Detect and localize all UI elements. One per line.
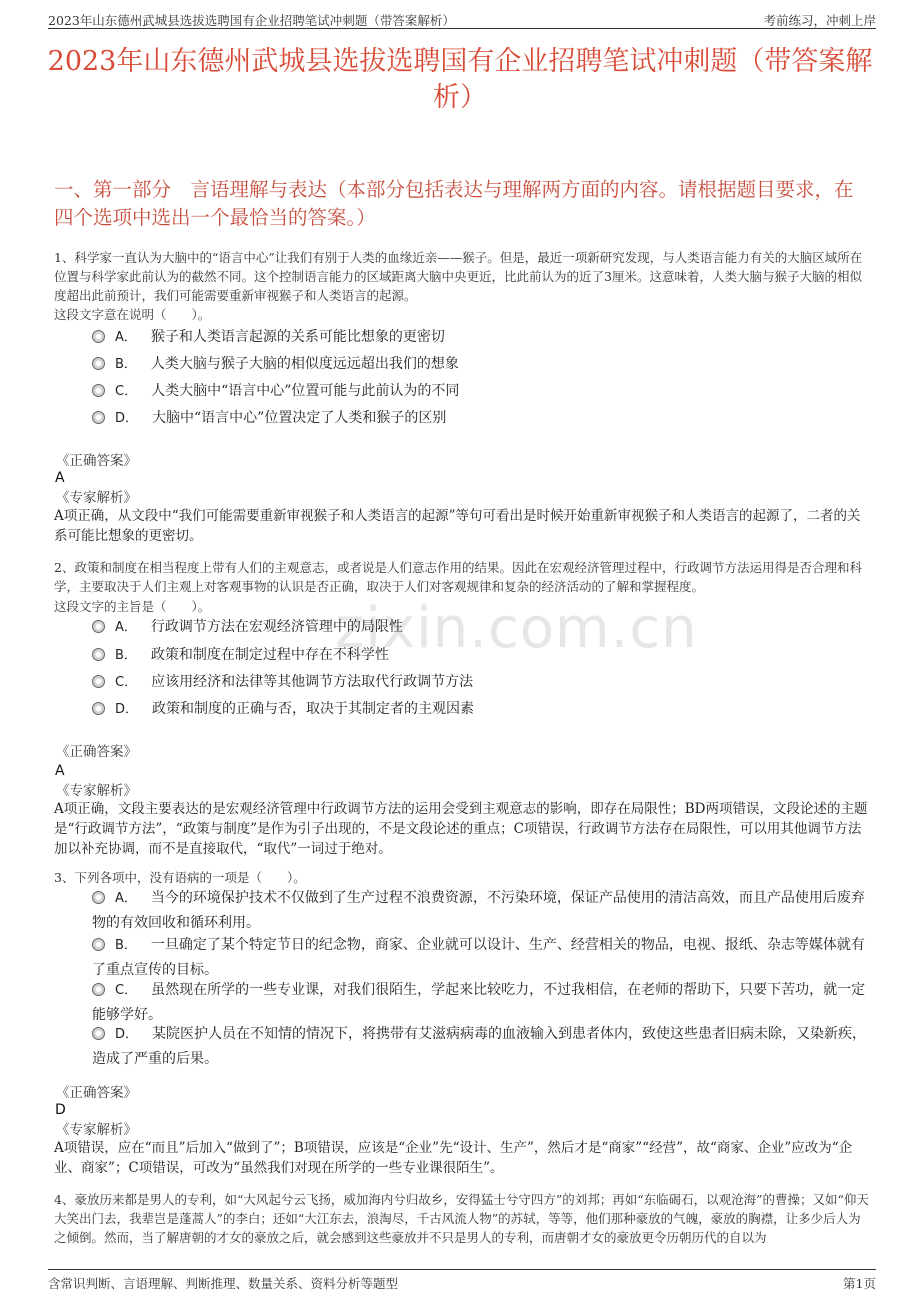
question-1-stem: 1、科学家一直认为大脑中的“语言中心”让我们有别于人类的血缘近亲——猴子。但是，最近一项新研究发现，与人类语言能力有关的大脑区域所在位置与科学家此前认为的截然不同。这个控制语言能力的区域距离大脑中央更近，比此前认为的近了3厘米。这意味着，人类大脑与猴子大脑的相似度超出此前预计，我们可能需要重新审视猴子和人类语言的起源。 <box>54 250 863 303</box>
radio-icon[interactable] <box>92 330 105 343</box>
question-2-prompt: 这段文字的主旨是（ ）。 <box>54 599 211 614</box>
question-2-analysis: A项正确，文段主要表达的是宏观经济管理中行政调节方法的运用会受到主观意志的影响，即存在局限性；BD两项错误，文段论述的主题是“行政调节方法”，“政策与制度”是作为引子出现的，不是文段论述的重点；C项错误，行政调节方法存在局限性，可以用其他调节方法加以补充协调，而不是直接取代，“取代”一词过于绝对。 <box>54 801 868 857</box>
answer-label: 《正确答案》 <box>56 453 137 469</box>
question-2-option-d[interactable]: D． 政策和制度的正确与否，取决于其制定者的主观因素 <box>92 697 868 722</box>
question-3-analysis: A项错误，应在“而且”后加入“做到了”；B项错误，应该是“企业”先“设计、生产”，然后才是“商家”“经营”，故“商家、企业”应改为“企业、商家”；C项错误，可改为“虽然我们对现在所学的一些专业课很陌生”。 <box>54 1140 853 1176</box>
page-header <box>48 8 876 29</box>
question-1-analysis: A项正确，从文段中“我们可能需要重新审视猴子和人类语言的起源”等句可看出是时候开始重新审视猴子和人类语言的起源了，二者的关系可能比想象的更密切。 <box>54 508 861 544</box>
page-number: 第1页 <box>843 1276 876 1291</box>
answer-label: 《正确答案》 <box>56 1085 137 1101</box>
header-slogan: 考前练习，冲刺上岸 <box>763 13 876 28</box>
page-footer <box>48 1269 876 1294</box>
question-1-answer: A <box>55 470 65 486</box>
analysis-label: 《专家解析》 <box>56 490 137 506</box>
question-3-answer: D <box>55 1102 66 1118</box>
header-doc-title: 2023年山东德州武城县选拔选聘国有企业招聘笔试冲刺题（带答案解析） <box>48 13 455 28</box>
analysis-label: 《专家解析》 <box>56 783 137 799</box>
document-title: 2023年山东德州武城县选拔选聘国有企业招聘笔试冲刺题（带答案解析） <box>47 46 873 113</box>
question-1-option-c[interactable]: C． 人类大脑中“语言中心”位置可能与此前认为的不同 <box>92 379 868 404</box>
question-3-option-c[interactable]: C． 虽然现在所学的一些专业课，对我们很陌生，学起来比较吃力，不过我相信，在老师的帮助下，只要下苦功，就一定能够学好。 <box>92 982 866 1023</box>
radio-icon[interactable] <box>92 620 105 633</box>
question-1-option-b[interactable]: B． 人类大脑与猴子大脑的相似度远远超出我们的想象 <box>92 352 868 377</box>
radio-icon[interactable] <box>92 702 105 715</box>
question-3-option-a[interactable]: A． 当今的环境保护技术不仅做到了生产过程不浪费资源，不污染环境，保证产品使用的清洁高效，而且产品使用后废弃物的有效回收和循环利用。 <box>92 890 865 931</box>
question-2-option-c[interactable]: C． 应该用经济和法律等其他调节方法取代行政调节方法 <box>92 670 868 695</box>
footer-topics: 含常识判断、言语理解、判断推理、数量关系、资料分析等题型 <box>48 1276 399 1291</box>
question-1-option-d[interactable]: D． 大脑中“语言中心”位置决定了人类和猴子的区别 <box>92 406 868 431</box>
radio-icon[interactable] <box>92 411 105 424</box>
radio-icon[interactable] <box>92 384 105 397</box>
radio-icon[interactable] <box>92 675 105 688</box>
answer-label: 《正确答案》 <box>56 744 137 760</box>
question-3-option-b[interactable]: B． 一旦确定了某个特定节日的纪念物，商家、企业就可以设计、生产、经营相关的物品，电视、报纸、杂志等媒体就有了重点宣传的目标。 <box>92 937 865 978</box>
question-3-option-d[interactable]: D． 某院医护人员在不知情的情况下，将携带有艾滋病病毒的血液输入到患者体内，致使这些患者旧病未除，又染新疾，造成了严重的后果。 <box>92 1026 867 1067</box>
question-1-prompt: 这段文字意在说明（ ）。 <box>54 307 211 322</box>
question-2-stem: 2、政策和制度在相当程度上带有人们的主观意志，或者说是人们意志作用的结果。因此在宏观经济管理过程中，行政调节方法运用得是否合理和科学，主要取决于人们主观上对客观事物的认识是否正确，取决于人们对客观规律和复杂的经济活动的了解和掌握程度。 <box>54 560 862 594</box>
radio-icon[interactable] <box>92 1027 105 1040</box>
section-heading: 一、第一部分 言语理解与表达（本部分包括表达与理解两方面的内容。请根据题目要求，在四个选项中选出一个最恰当的答案。） <box>54 178 854 229</box>
question-2-option-a[interactable]: A． 行政调节方法在宏观经济管理中的局限性 <box>92 615 868 640</box>
radio-icon[interactable] <box>92 938 105 951</box>
question-2-option-b[interactable]: B． 政策和制度在制定过程中存在不科学性 <box>92 643 868 668</box>
question-1-option-a[interactable]: A． 猴子和人类语言起源的关系可能比想象的更密切 <box>92 325 868 350</box>
radio-icon[interactable] <box>92 648 105 661</box>
radio-icon[interactable] <box>92 983 105 996</box>
question-4-stem: 4、豪放历来都是男人的专利，如“大风起兮云飞扬，威加海内兮归故乡，安得猛士兮守四方”的刘邦；再如“东临碣石，以观沧海”的曹操；又如“仰天大笑出门去，我辈岂是蓬蒿人”的李白；还如“大江东去，浪淘尽，千古风流人物”的苏轼，等等，他们那种豪放的气魄，豪放的胸襟，让多少后人为之倾倒。然而，当了解唐朝的才女的豪放之后，就会感到这些豪放并不只是男人的专利，而唐朝才女的豪放更令历朝历代的自以为 <box>54 1192 869 1245</box>
analysis-label: 《专家解析》 <box>56 1122 137 1138</box>
radio-icon[interactable] <box>92 357 105 370</box>
question-2-answer: A <box>55 763 65 779</box>
radio-icon[interactable] <box>92 891 105 904</box>
watermark: zixin.com.cn <box>335 596 698 661</box>
question-3-stem: 3、下列各项中，没有语病的一项是（ ）。 <box>54 870 306 885</box>
